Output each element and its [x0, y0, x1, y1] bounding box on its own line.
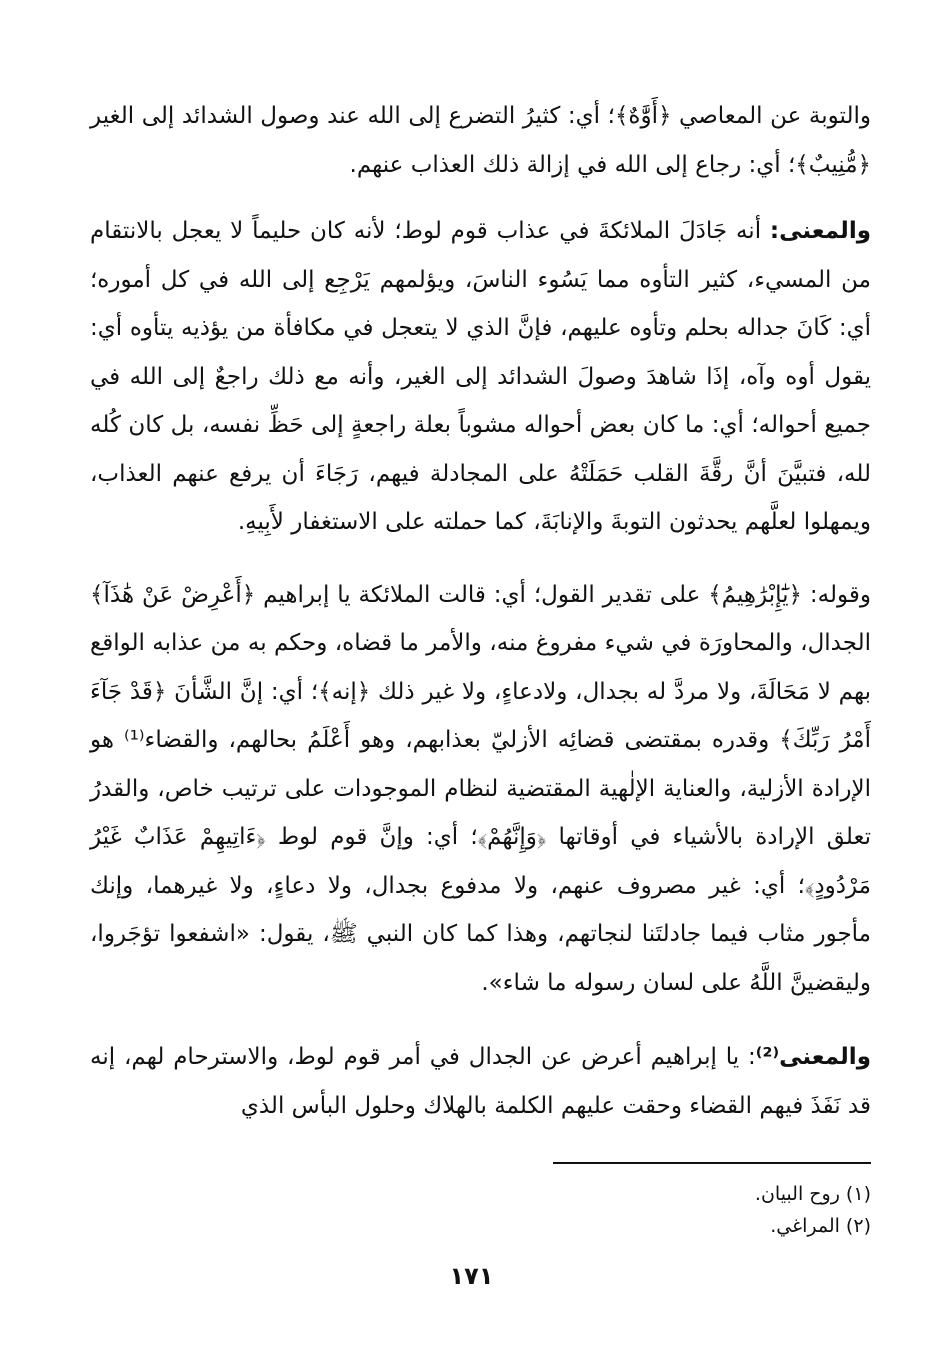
footnote-2: (٢) المراغي.	[770, 1215, 871, 1237]
paragraph-4	[90, 1033, 871, 1130]
paragraph-1	[90, 92, 871, 189]
paragraph-1-text: والتوبة عن المعاصي ﴿أَوَّٰهٌ﴾؛ أي: كثيرُ التضرع إلى الله عند وصول الشدائد إلى الغير ﴿مُّنِيبٌ﴾؛ أي: رجاع إلى الله في إزالة ذلك العذاب عنهم.	[90, 103, 871, 178]
paragraph-4-lead: والمعنى⁽²⁾	[755, 1044, 871, 1070]
footnotes	[371, 1178, 871, 1242]
footnote-divider	[553, 1162, 871, 1164]
paragraph-2-lead: والمعنى:	[769, 218, 871, 244]
paragraph-4-text: : يا إبراهيم أعرض عن الجدال في أمر قوم لوط، والاسترحام لهم، إنه قد نَفَذَ فيهم القضاء وحقت عليهم الكلمة بالهلاك وحلول البأس الذي	[90, 1044, 871, 1119]
footnote-1: (١) روح البيان.	[754, 1183, 871, 1205]
page-number: ١٧١	[449, 1262, 494, 1290]
paragraph-2	[90, 207, 871, 547]
paragraph-2-text: أنه جَادَلَ الملائكةَ في عذاب قوم لوط؛ لأنه كان حليماً لا يعجل بالانتقام من المسيء، كثير التأوه مما يَسُوء الناسَ، ويؤلمهم يَرْجِع إلى الله في كل أموره؛ أي: كَانَ جداله بحلم وتأوه عليهم، فإنَّ الذي لا يتعجل في مكافأة من يؤذيه يتأوه أي: يقول أوه وآه، إذَا شاهدَ وصولَ الشدائد إلى الغير، وأنه مع ذلك راجعٌ إلى الله في جميع أحواله؛ أي: ما كان بعض أحواله مشوباً بعلة راجعةٍ إلى حَظِّ نفسه، بل كان كُله لله، فتبيَّنَ أنَّ رقَّةَ القلب حَمَلَتْهُ على المجادلة فيهم، رَجَاءَ أن يرفع عنهم العذاب، ويمهلوا لعلَّهم يحدثون التوبةَ والإنابَةَ، كما حملته على الاستغفار لأَبِيهِ.	[90, 218, 871, 535]
paragraph-3-text: وقوله: ﴿يَٰٓإِبْرَٰهِيمُ﴾ على تقدير القول؛ أي: قالت الملائكة يا إبراهيم ﴿أَعْرِضْ عَنْ هَٰذَآ﴾ الجدال، والمحاورَة في شيء مفروغ منه، والأمر ما قضاه، وحكم به من عذابه الواقع بهم لا مَحَالَةَ، ولا مردَّ له بجدال، ولادعاءٍ، ولا غير ذلك ﴿إنه﴾؛ أي: إنَّ الشَّأنَ ﴿قَدْ جَآءَ أَمْرُ رَبِّكَ﴾ وقدره بمقتضى قضائِه الأزليّ بعذابهم، وهو أَعْلَمُ بحالهم، والقضاء⁽¹⁾ هو الإرادة الأزلية، والعناية الإلٰهية المقتضية لنظام الموجودات على ترتيب خاص، والقدرُ تعلق الإرادة بالأشياء في أوقاتها ﴿وَإِنَّهُمْ﴾؛ أي: وإنَّ قوم لوط ﴿ءَاتِيهِمْ عَذَابٌ غَيْرُ مَرْدُودٍ﴾؛ أي: غير مصروف عنهم، ولا مدفوع بجدال، ولا دعاءٍ، ولا غيرهما، وإنك مأجور مثاب فيما جادلتَنا لنجاتهم، وهذا كما كان النبي ﷺ، يقول: «اشفعوا تؤجَروا، وليقضينَّ اللَّهُ على لسان رسوله ما شاء».	[90, 581, 871, 996]
main-text	[90, 92, 871, 1130]
paragraph-3	[90, 571, 871, 1008]
